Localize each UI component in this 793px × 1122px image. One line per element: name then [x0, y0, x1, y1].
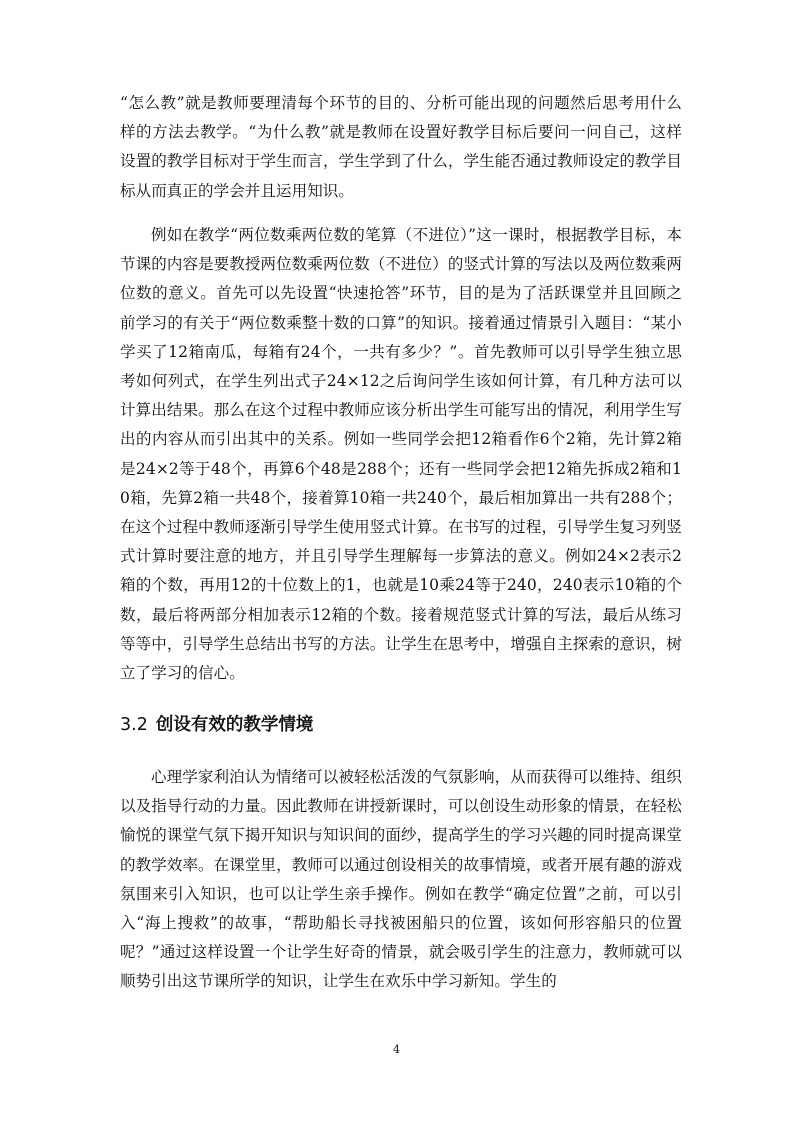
section-title: 创设有效的教学情境 [155, 715, 314, 735]
paragraph-how-why-teach: “怎么教”就是教师要理清每个环节的目的、分析可能出现的问题然后思考用什么样的方法去教学。“为什么教”就是教师在设置好教学目标后要问一问自己，这样设置的教学目标对于学生而言，学生学到了什么，学生能否通过教师设定的教学目标从而真正的学会并且运用知识。 [120, 94, 682, 200]
page-number: 4 [393, 1043, 400, 1056]
paragraph-example-multiplication: 例如在教学“两位数乘两位数的笔算（不进位）”这一课时，根据教学目标，本节课的内容是要教授两位数乘两位数（不进位）的竖式计算的写法以及两位数乘两位数的意义。首先可以先设置“快速抢答”环节，目的是为了活跃课堂并且回顾之前学习的有关于“两位数乘整十数的口算”的知识。接着通过情景引入题目：“某小学买了12箱南瓜，每箱有24个，一共有多少？”。首先教师可以引导学生独立思考如何列式，在学生列出式子24×12之后询问学生该如何计算，有几种方法可以计算出结果。那么在这个过程中教师应该分析出学生可能写出的情况，利用学生写出的内容从而引出其中的关系。例如一些同学会把12箱看作6个2箱，先计算2箱是24×2等于48个，再算6个48是288个；还有一些同学会把12箱先拆成2箱和10箱，先算2箱一共48个，接着算10箱一共240个，最后相加算出一共有288个；在这个过程中教师逐渐引导学生使用竖式计算。在书写的过程，引导学生复习列竖式计算时要注意的地方，并且引导学生理解每一步算法的意义。例如24×2表示2箱的个数，再用12的十位数上的1，也就是10乘24等于240，240表示10箱的个数，最后将两部分相加表示12箱的个数。接着规范竖式计算的写法，最后从练习等等中，引导学生总结出书写的方法。让学生在思考中，增强自主探索的意识，树立了学习的信心。 [120, 226, 682, 683]
section-number: 3.2 [120, 715, 148, 735]
section-heading [120, 710, 313, 740]
paragraph-teaching-situation: 心理学家利泊认为情绪可以被轻松活泼的气氛影响，从而获得可以维持、组织以及指导行动的力量。因此教师在讲授新课时，可以创设生动形象的情景，在轻松愉悦的课堂气氛下揭开知识与知识间的面纱，提高学生的学习兴趣的同时提高课堂的教学效率。在课堂里，教师可以通过创设相关的故事情境，或者开展有趣的游戏氛围来引入知识，也可以让学生亲手操作。例如在教学“确定位置”之前，可以引入“海上搜救”的故事，“帮助船长寻找被困船只的位置，该如何形容船只的位置呢？”通过这样设置一个让学生好奇的情景，就会吸引学生的注意力，教师就可以顺势引出这节课所学的知识，让学生在欢乐中学习新知。学生的 [120, 768, 682, 991]
